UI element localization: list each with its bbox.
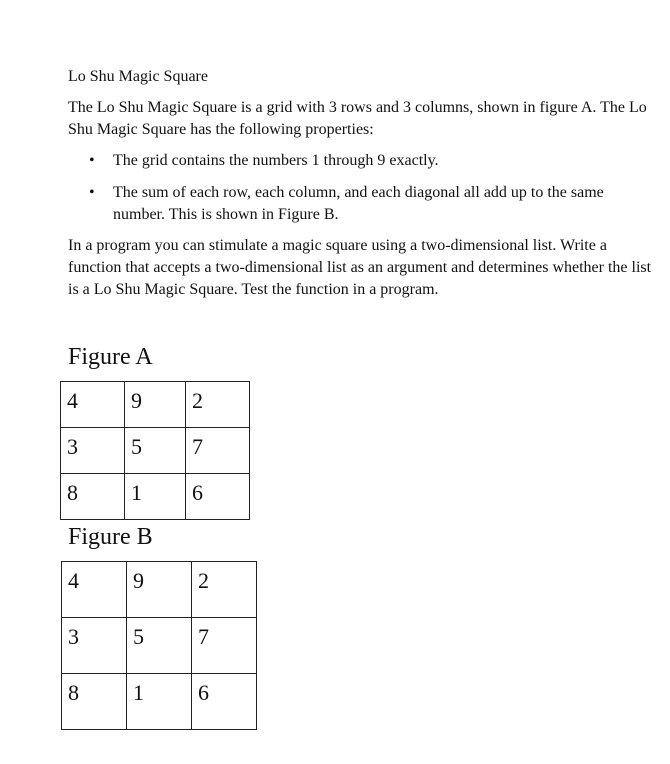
grid-cell [186,474,250,520]
grid-cell [62,618,127,674]
grid-cell-value: 5 [133,624,144,649]
grid-cell-value: 8 [68,680,79,705]
grid-cell-value: 4 [67,388,78,413]
grid-cell [61,382,125,428]
task-paragraph: In a program you can stimulate a magic square using a two-dimensional list. Write a function that accepts a two-dimensional list as an argument and determines whether the list is a Lo Shu Magic Square. Test the function in a program. [68,237,652,298]
grid-cell [125,428,186,474]
grid-cell-value: 4 [68,568,79,593]
figure-b-title: Figure B [68,524,153,550]
grid-row [62,674,257,730]
grid-row [62,562,257,618]
grid-cell-value: 8 [67,480,78,505]
grid-cell [125,474,186,520]
grid-cell [192,674,257,730]
grid-cell-value: 7 [198,624,209,649]
figure-b-grid [61,561,257,730]
grid-cell [62,562,127,618]
page-title: Lo Shu Magic Square [68,68,208,85]
list-item-text: The sum of each row, each column, and each diagonal all add up to the same number. This is shown in Figure B. [113,184,604,223]
intro-paragraph: The Lo Shu Magic Square is a grid with 3 rows and 3 columns, shown in figure A. The Lo Shu Magic Square has the following properties: [68,99,647,138]
grid-cell-value: 6 [192,480,203,505]
grid-cell-value: 9 [131,388,142,413]
list-item-text: The grid contains the numbers 1 through 9 exactly. [113,152,439,169]
grid-cell-value: 7 [192,434,203,459]
grid-cell-value: 1 [133,680,144,705]
list-item [88,150,658,172]
grid-cell [61,428,125,474]
grid-row [61,428,250,474]
grid-cell-value: 3 [67,434,78,459]
grid-cell-value: 2 [192,388,203,413]
grid-row [62,618,257,674]
grid-cell-value: 5 [131,434,142,459]
figure-a-title: Figure A [68,344,153,370]
grid-cell-value: 6 [198,680,209,705]
grid-cell [186,428,250,474]
grid-cell [127,562,192,618]
grid-cell [186,382,250,428]
grid-cell-value: 9 [133,568,144,593]
grid-cell [61,474,125,520]
bullet-marker: • [89,184,95,201]
grid-cell-value: 3 [68,624,79,649]
properties-list [88,150,658,236]
list-item [88,182,658,226]
figure-a-grid [60,381,250,520]
grid-cell [192,562,257,618]
grid-cell-value: 2 [198,568,209,593]
grid-cell [127,674,192,730]
grid-cell [192,618,257,674]
grid-cell [127,618,192,674]
bullet-marker: • [89,152,95,169]
grid-cell-value: 1 [131,480,142,505]
grid-cell [125,382,186,428]
grid-row [61,474,250,520]
grid-row [61,382,250,428]
grid-cell [62,674,127,730]
